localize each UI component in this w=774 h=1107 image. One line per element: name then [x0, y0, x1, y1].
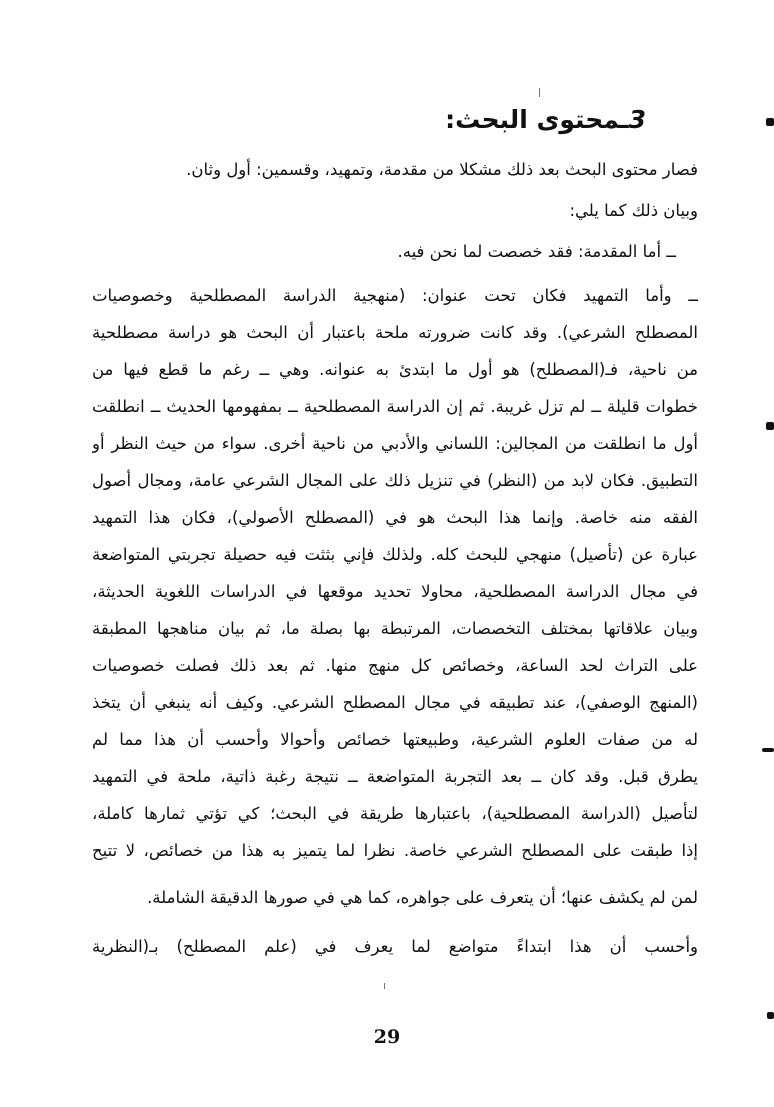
binding-hole-mark [766, 422, 774, 430]
paragraph-line: وأحسب أن هذا ابتداءً متواضع لما يعرف في (علم المصطلح) بـ(النظرية [92, 937, 698, 956]
section-title: محتوى البحث: [445, 105, 621, 134]
paragraph-line: ــ وأما التمهيد فكان تحت عنوان: (منهجية الدراسة المصطلحية وخصوصيات [92, 286, 698, 305]
page-number: 29 [373, 1026, 401, 1048]
paragraph-line: له من صفات العلوم الشرعية، وطبيعتها خصائص وأحوالا وأحسب أن هذا مما لم [92, 730, 698, 749]
paragraph-line: الفقه منه خاصة. وإنما هذا البحث هو في (المصطلح الأصولي)، فكان هذا التمهيد [92, 508, 698, 527]
paragraph-line: فصار محتوى البحث بعد ذلك مشكلا من مقدمة، وتمهيد، وقسمين: أول وثان. [186, 160, 698, 179]
paragraph-line: من ناحية، فـ(المصطلح) هو أول ما ابتدئ به عنوانه. وهي ــ رغم ما قطع فيها من [92, 360, 698, 379]
paragraph-line: خطوات قليلة ــ لم تزل غريبة. ثم إن الدراسة المصطلحية ــ بمفهومها الحديث ــ انطلقت [92, 397, 698, 416]
paragraph-line: أول ما انطلقت من المجالين: اللساني والأدبي من ناحية أخرى. سواء من حيث النظر أو [92, 434, 698, 453]
paragraph-line: يطرق قبل. وقد كان ــ بعد التجربة المتواضعة ــ نتيجة رغبة ذاتية، ملحة في التمهيد [92, 767, 698, 786]
scan-speck [384, 983, 385, 989]
paragraph-line: عبارة عن (تأصيل) منهجي للبحث كله. ولذلك فإني بثثت فيه حصيلة تجربتي المتواضعة [92, 545, 698, 564]
section-number: 3 [628, 105, 646, 134]
binding-hole-mark [767, 1012, 774, 1019]
paragraph-line: (المنهج الوصفي)، عند تطبيقه في مجال المصطلح الشرعي. وكيف أنه ينبغي أن يتخذ [92, 693, 698, 712]
paragraph-line: وبيان ذلك كما يلي: [569, 201, 698, 220]
paragraph-line: التطبيق. فكان لابد من (النظر) في تنزيل ذلك على المجال الشرعي عامة، ومجال أصول [92, 471, 698, 490]
paragraph-line: لتأصيل (الدراسة المصطلحية)، باعتبارها طريقة في البحث؛ كي تؤتي ثمارها كاملة، [92, 804, 698, 823]
paragraph-line: وبيان علاقاتها بمختلف التخصصات، المرتبطة بها بصلة ما، ثم بيان مناهجها المطبقة [92, 619, 698, 638]
paragraph-line: في مجال الدراسة المصطلحية، محاولا تحديد موقعها في الدراسات اللغوية الحديثة، [92, 582, 698, 601]
section-heading [445, 103, 646, 137]
paragraph-line: ــ أما المقدمة: فقد خصصت لما نحن فيه. [397, 242, 676, 261]
binding-hole-mark [766, 118, 774, 126]
paragraph-line: على التراث لحد الساعة، وخصائص كل منهج منها. ثم بعد ذلك فصلت خصوصيات [92, 656, 698, 675]
paragraph-line: لمن لم يكشف عنها؛ أن يتعرف على جواهره، كما هي في صورها الدقيقة الشاملة. [147, 888, 698, 907]
paragraph-line: إذا طبقت على المصطلح الشرعي خاصة. نظرا لما يتميز به هذا من خصائص، لا تتيح [92, 841, 698, 860]
scan-speck [539, 88, 540, 97]
binding-hole-mark [762, 748, 774, 752]
paragraph-line: المصطلح الشرعي). وقد كانت ضرورته ملحة باعتبار أن البحث هو دراسة مصطلحية [92, 323, 698, 342]
section-dash: ـ [620, 105, 629, 134]
